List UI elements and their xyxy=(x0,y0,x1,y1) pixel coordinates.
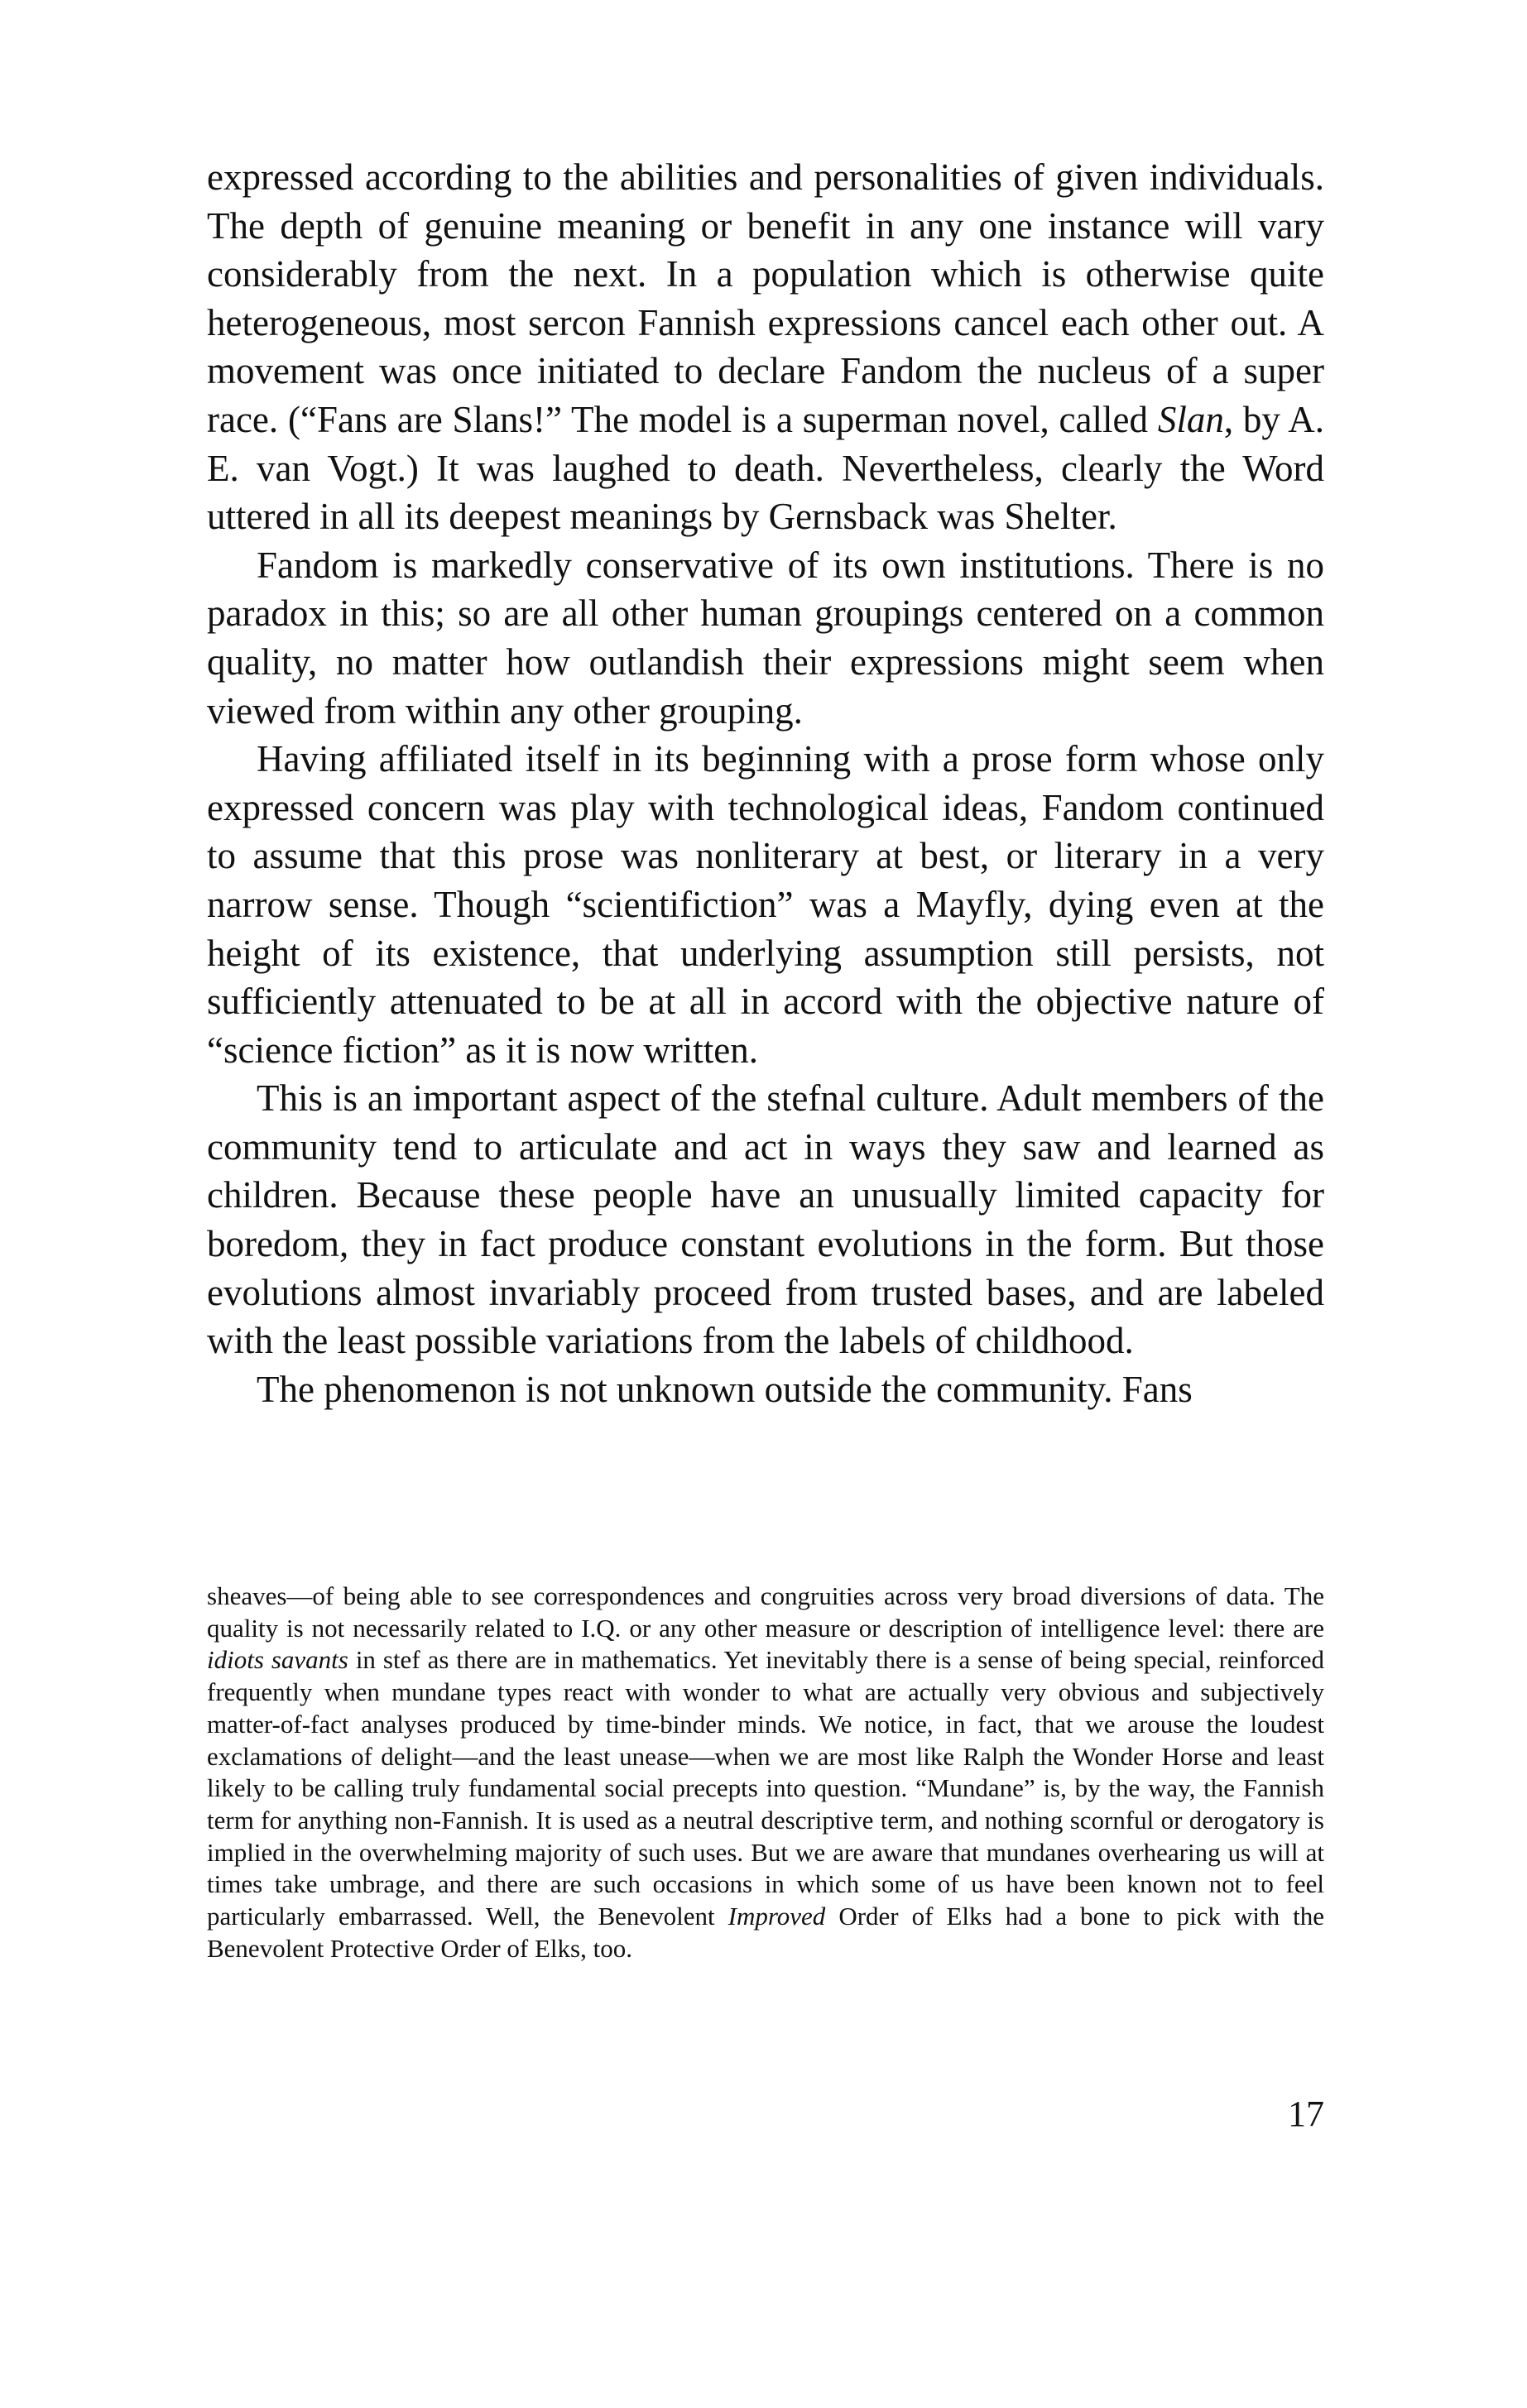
paragraph-5 xyxy=(207,1365,1324,1414)
body-text xyxy=(207,153,1324,1413)
footnote-text-cont: in stef as there are in mathematics. Yet inevitably there is a sense of being special, reinforced frequently when mundane types react with wonder to what are actually very obvious and subjectively matter-of-fact analyses produced by time-binder minds. We notice, in fact, that we arouse the loudest exclamations of delight—and the least unease—when we are most like Ralph the Wonder Horse and least likely to be calling truly fundamental social precepts into question. “Mundane” is, by the way, the Fannish term for anything non-Fannish. It is used as a neutral descriptive term, and nothing scornful or derogatory is implied in the overwhelming majority of such uses. But we are aware that mundanes overhearing us will at times take umbrage, and there are such occasions in which some of us have been known not to feel particularly embarrassed. Well, the Benevolent xyxy=(207,1645,1324,1931)
footnote-italic-improved: Improved xyxy=(727,1902,826,1931)
book-title-slan: Slan xyxy=(1157,398,1224,440)
paragraph-1 xyxy=(207,153,1324,541)
page-number: 17 xyxy=(1288,2094,1324,2134)
footnote-text: sheaves—of being able to see correspondences and congruities across very broad diversions of data. The quality is not necessarily related to I.Q. or any other measure or description of intelligence level: there are xyxy=(207,1581,1324,1643)
paragraph-2-text: Fandom is markedly conservative of its own institutions. There is no paradox in this; so are all other human groupings centered on a common quality, no matter how outlandish their expressions might seem when viewed from within any other grouping. xyxy=(207,544,1324,732)
paragraph-1-text-cont: , by A. E. van Vogt.) It was laughed to death. Nevertheless, clearly the Word uttered in all its deepest meanings by Gernsback was Shelter. xyxy=(207,398,1324,538)
footnote-text-end: Order of Elks had a bone to pick with the Benevolent Protective Order of Elks, too. xyxy=(207,1902,1324,1963)
paragraph-3 xyxy=(207,735,1324,1074)
footnote-italic-idiots-savants: idiots savants xyxy=(207,1645,348,1675)
paragraph-1-text: expressed according to the abilities and personalities of given individuals. The depth of genuine meaning or benefit in any one instance will vary considerably from the next. In a population which is otherwise quite heterogeneous, most sercon Fannish expressions cancel each other out. A movement was once initiated to declare Fandom the nucleus of a super race. (“Fans are Slans!” The model is a superman novel, called xyxy=(207,156,1324,440)
paragraph-5-text: The phenomenon is not unknown outside the community. Fans xyxy=(257,1368,1193,1410)
paragraph-3-text: Having affiliated itself in its beginning with a prose form whose only expressed concern was play with technological ideas, Fandom continued to assume that this prose was nonliterary at best, or literary in a very narrow sense. Though “scientifiction” was a Mayfly, dying even at the height of its existence, that underlying assumption still persists, not sufficiently attenuated to be at all in accord with the objective nature of “science fiction” as it is now written. xyxy=(207,738,1324,1071)
paragraph-2 xyxy=(207,541,1324,735)
footnote xyxy=(207,1581,1324,1964)
paragraph-4 xyxy=(207,1074,1324,1365)
paragraph-4-text: This is an important aspect of the stefnal culture. Adult members of the community tend to articulate and act in ways they saw and learned as children. Because these people have an unusually limited capacity for boredom, they in fact produce constant evolutions in the form. But those evolutions almost invariably proceed from trusted bases, and are labeled with the least possible variations from the labels of childhood. xyxy=(207,1077,1324,1362)
